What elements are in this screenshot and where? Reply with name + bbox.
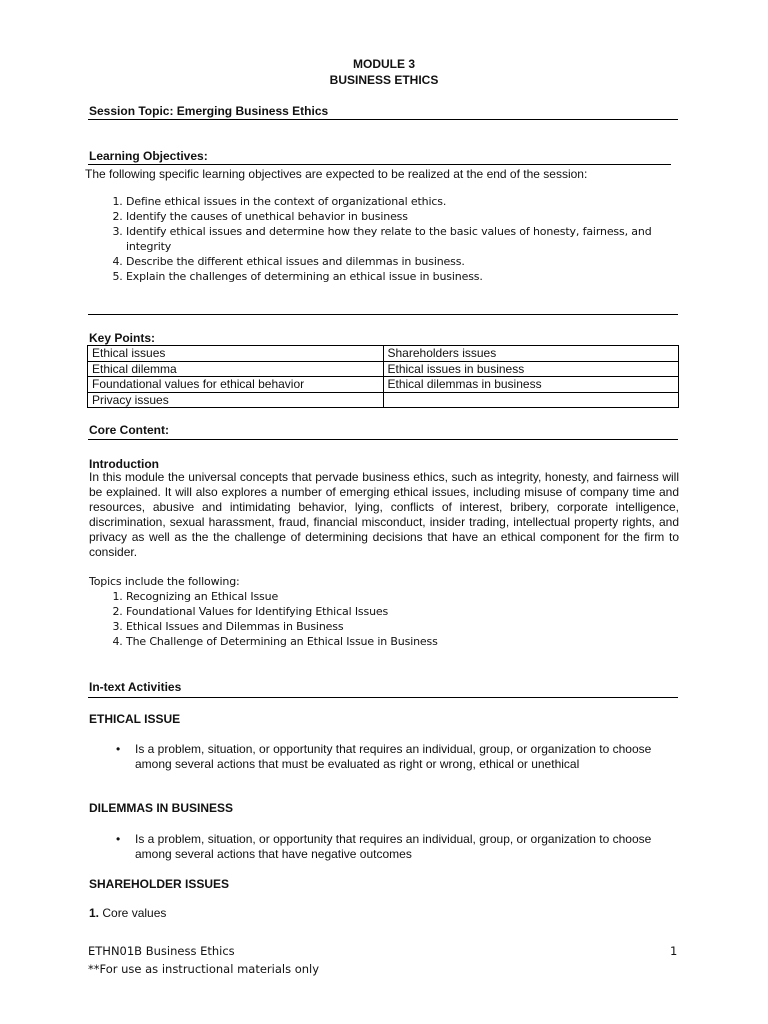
topics-intro: Topics include the following: — [89, 575, 240, 588]
divider — [88, 439, 678, 440]
footer-note: **For use as instructional materials only — [88, 962, 320, 976]
list-item: 3. Identify ethical issues and determine how they relate to the basic values of honesty, fairness, and integrity — [126, 224, 686, 254]
page-number: 1 — [670, 944, 678, 958]
list-item: 3. Ethical Issues and Dilemmas in Business — [126, 619, 438, 634]
divider — [88, 314, 678, 315]
ethical-issue-heading: ETHICAL ISSUE — [89, 712, 181, 726]
list-item: 2. Foundational Values for Identifying Ethical Issues — [126, 604, 438, 619]
table-cell: Shareholders issues — [383, 346, 679, 362]
table-cell: Ethical dilemmas in business — [383, 377, 679, 393]
learning-objectives-intro: The following specific learning objectives are expected to be realized at the end of the session: — [85, 167, 588, 181]
bullet: • — [116, 742, 121, 756]
dilemmas-heading: DILEMMAS IN BUSINESS — [89, 801, 234, 815]
table-cell: Privacy issues — [88, 392, 384, 408]
document-title: BUSINESS ETHICS — [329, 73, 439, 87]
core-values-label: Core values — [99, 906, 167, 920]
key-points-table — [87, 345, 679, 408]
table-row — [88, 392, 679, 408]
table-row — [88, 377, 679, 393]
session-topic: Session Topic: Emerging Business Ethics — [89, 104, 329, 118]
introduction-heading: Introduction — [89, 457, 159, 471]
core-values-item — [89, 906, 166, 920]
shareholder-issues-heading: SHAREHOLDER ISSUES — [89, 877, 230, 891]
list-item: 1. Define ethical issues in the context of organizational ethics. — [126, 194, 686, 209]
list-item: 4. The Challenge of Determining an Ethical Issue in Business — [126, 634, 438, 649]
core-content-heading: Core Content: — [89, 423, 169, 437]
list-item: 1. Recognizing an Ethical Issue — [126, 589, 438, 604]
learning-objectives-heading: Learning Objectives: — [89, 149, 208, 163]
topics-list — [88, 589, 438, 649]
footer-course: ETHN01B Business Ethics — [88, 944, 235, 958]
learning-objectives-list — [88, 194, 686, 284]
introduction-paragraph: In this module the universal concepts that pervade business ethics, such as integrity, honesty, and fairness will be explained. It will also explores a number of emerging ethical issues, including misuse of company time and resources, abusive and intimidating behavior, lying, conflicts of interest, bribery, corporate intelligence, discrimination, sexual harassment, fraud, financial misconduct, insider trading, intellectual property rights, and privacy as well as the the challenge of determining decisions that have an ethical component for the firm to consider. — [89, 470, 679, 559]
list-item: 2. Identify the causes of unethical behavior in business — [126, 209, 686, 224]
item-number: 1. — [89, 906, 100, 920]
divider — [88, 119, 678, 120]
dilemmas-definition: Is a problem, situation, or opportunity that requires an individual, group, or organization to choose among several actions that have negative outcomes — [135, 832, 652, 861]
table-cell: Foundational values for ethical behavior — [88, 377, 384, 393]
in-text-activities-heading: In-text Activities — [89, 680, 182, 694]
divider — [88, 164, 671, 165]
list-item: 5. Explain the challenges of determining an ethical issue in business. — [126, 269, 686, 284]
table-cell: Ethical issues — [88, 346, 384, 362]
key-points-heading: Key Points: — [89, 331, 156, 345]
module-number: MODULE 3 — [352, 57, 415, 71]
divider — [88, 697, 678, 698]
table-cell — [383, 392, 679, 408]
list-item: 4. Describe the different ethical issues and dilemmas in business. — [126, 254, 686, 269]
table-cell: Ethical dilemma — [88, 361, 384, 377]
table-row — [88, 361, 679, 377]
table-row — [88, 346, 679, 362]
bullet: • — [116, 832, 121, 846]
table-cell: Ethical issues in business — [383, 361, 679, 377]
ethical-issue-definition: Is a problem, situation, or opportunity that requires an individual, group, or organization to choose among several actions that must be evaluated as right or wrong, ethical or unethical — [135, 742, 652, 771]
